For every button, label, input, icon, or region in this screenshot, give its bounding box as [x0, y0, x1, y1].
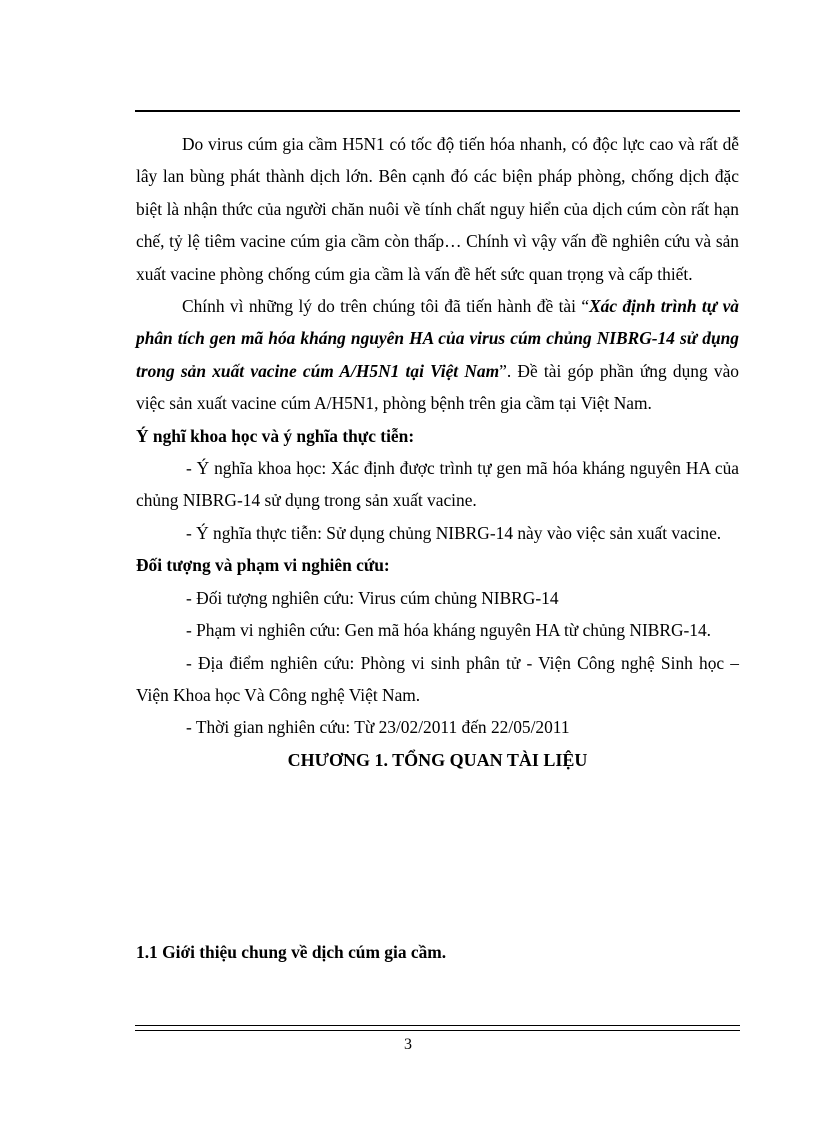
topic-lead-text: Chính vì những lý do trên chúng tôi đã tiến hành đề tài “ — [182, 296, 590, 317]
scope-time: - Thời gian nghiên cứu: Từ 23/02/2011 đến 22/05/2011 — [186, 717, 570, 738]
heading-scope: Đối tượng và phạm vi nghiên cứu: — [136, 555, 390, 576]
section-title: 1.1 Giới thiệu chung về dịch cúm gia cầm. — [136, 942, 447, 962]
topic-title: Xác định trình tự và phân tích gen mã hóa kháng nguyên HA của virus cúm chủng NIBRG-14 sử dụng trong sản xuất vacine cúm A/H5N1 tại Việt Nam — [136, 296, 739, 381]
page-number: 3 — [404, 1036, 412, 1053]
footer-rule — [135, 1025, 740, 1031]
chapter-title: CHƯƠNG 1. TỔNG QUAN TÀI LIỆU — [287, 749, 588, 770]
scope-subject: - Đối tượng nghiên cứu: Virus cúm chủng NIBRG-14 — [186, 587, 559, 608]
header-rule — [135, 110, 740, 112]
scope-location: - Địa điểm nghiên cứu: Phòng vi sinh phân tử - Viện Công nghệ Sinh học – Viện Khoa học Và Công nghệ Việt Nam. — [136, 652, 739, 705]
topic-tail-text: ”. Đề tài góp phần ứng dụng vào việc sản xuất vacine cúm A/H5N1, phòng bệnh trên gia cầm tại Việt Nam. — [136, 360, 739, 414]
paragraph-topic — [136, 290, 739, 420]
page-body — [136, 128, 739, 776]
paragraph-intro: Do virus cúm gia cầm H5N1 có tốc độ tiến hóa nhanh, có độc lực cao và rất dễ lây lan bùng phát thành dịch lớn. Bên cạnh đó các biện pháp phòng, chống dịch đặc biệt là nhận thức của người chăn nuôi về tính chất nguy hiển của dịch cúm còn rất hạn chế, tỷ lệ tiêm vacine cúm gia cầm còn thấp… Chính vì vậy vấn đề nghiên cứu và sản xuất vacine phòng chống cúm gia cầm là vấn đề hết sức quan trọng và cấp thiết. — [136, 134, 739, 284]
significance-science: - Ý nghĩa khoa học: Xác định được trình tự gen mã hóa kháng nguyên HA của chủng NIBRG-14 sử dụng trong sản xuất vacine. — [136, 458, 739, 511]
significance-practice: - Ý nghĩa thực tiễn: Sử dụng chủng NIBRG-14 này vào việc sản xuất vacine. — [186, 522, 722, 543]
heading-significance: Ý nghĩ khoa học và ý nghĩa thực tiễn: — [136, 425, 415, 446]
scope-range: - Phạm vi nghiên cứu: Gen mã hóa kháng nguyên HA từ chủng NIBRG-14. — [186, 620, 712, 641]
